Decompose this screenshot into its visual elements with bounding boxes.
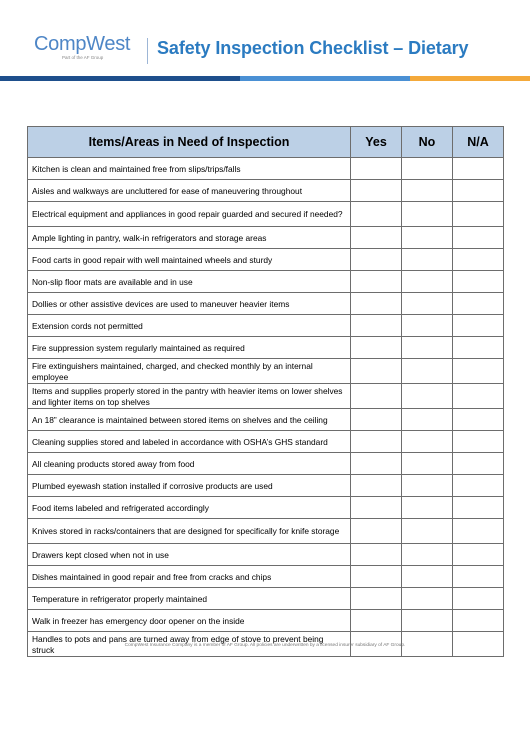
band-navy-segment [0, 76, 240, 81]
no-checkbox-cell[interactable] [402, 566, 453, 588]
na-checkbox-cell[interactable] [453, 359, 504, 384]
yes-checkbox-cell[interactable] [351, 384, 402, 409]
column-header-na: N/A [453, 127, 504, 158]
na-checkbox-cell[interactable] [453, 544, 504, 566]
table-row [28, 158, 504, 180]
na-checkbox-cell[interactable] [453, 519, 504, 544]
row-item-text: Food carts in good repair with well maintained wheels and sturdy [28, 249, 351, 271]
header-divider [147, 38, 148, 64]
no-checkbox-cell[interactable] [402, 180, 453, 202]
na-checkbox-cell[interactable] [453, 315, 504, 337]
yes-checkbox-cell[interactable] [351, 180, 402, 202]
row-item-text: Non-slip floor mats are available and in use [28, 271, 351, 293]
yes-checkbox-cell[interactable] [351, 271, 402, 293]
row-item-text: Fire suppression system regularly maintained as required [28, 337, 351, 359]
table-row [28, 497, 504, 519]
table-row [28, 475, 504, 497]
yes-checkbox-cell[interactable] [351, 359, 402, 384]
na-checkbox-cell[interactable] [453, 293, 504, 315]
row-item-text: Kitchen is clean and maintained free from slips/trips/falls [28, 158, 351, 180]
yes-checkbox-cell[interactable] [351, 566, 402, 588]
row-item-text: Drawers kept closed when not in use [28, 544, 351, 566]
row-item-text: An 18” clearance is maintained between stored items on shelves and the ceiling [28, 409, 351, 431]
no-checkbox-cell[interactable] [402, 519, 453, 544]
band-blue-segment [240, 76, 410, 81]
row-item-text: Cleaning supplies stored and labeled in accordance with OSHA’s GHS standard [28, 431, 351, 453]
yes-checkbox-cell[interactable] [351, 293, 402, 315]
yes-checkbox-cell[interactable] [351, 158, 402, 180]
na-checkbox-cell[interactable] [453, 180, 504, 202]
na-checkbox-cell[interactable] [453, 158, 504, 180]
row-item-text: All cleaning products stored away from food [28, 453, 351, 475]
table-row [28, 566, 504, 588]
no-checkbox-cell[interactable] [402, 475, 453, 497]
yes-checkbox-cell[interactable] [351, 497, 402, 519]
no-checkbox-cell[interactable] [402, 588, 453, 610]
table-row [28, 453, 504, 475]
table-row [28, 293, 504, 315]
no-checkbox-cell[interactable] [402, 315, 453, 337]
na-checkbox-cell[interactable] [453, 384, 504, 409]
row-item-text: Extension cords not permitted [28, 315, 351, 337]
column-header-no: No [402, 127, 453, 158]
no-checkbox-cell[interactable] [402, 337, 453, 359]
yes-checkbox-cell[interactable] [351, 431, 402, 453]
no-checkbox-cell[interactable] [402, 409, 453, 431]
no-checkbox-cell[interactable] [402, 202, 453, 227]
na-checkbox-cell[interactable] [453, 202, 504, 227]
table-row [28, 315, 504, 337]
table-row [28, 519, 504, 544]
no-checkbox-cell[interactable] [402, 497, 453, 519]
row-item-text: Food items labeled and refrigerated accordingly [28, 497, 351, 519]
yes-checkbox-cell[interactable] [351, 453, 402, 475]
na-checkbox-cell[interactable] [453, 497, 504, 519]
logo-name: CompWest [34, 33, 131, 55]
na-checkbox-cell[interactable] [453, 249, 504, 271]
yes-checkbox-cell[interactable] [351, 610, 402, 632]
yes-checkbox-cell[interactable] [351, 202, 402, 227]
yes-checkbox-cell[interactable] [351, 588, 402, 610]
no-checkbox-cell[interactable] [402, 384, 453, 409]
table-header-row [28, 127, 504, 158]
table-row [28, 271, 504, 293]
table-row [28, 384, 504, 409]
no-checkbox-cell[interactable] [402, 610, 453, 632]
na-checkbox-cell[interactable] [453, 453, 504, 475]
row-item-text: Temperature in refrigerator properly maintained [28, 588, 351, 610]
row-item-text: Knives stored in racks/containers that are designed for specifically for knife storage [28, 519, 351, 544]
na-checkbox-cell[interactable] [453, 227, 504, 249]
compwest-logo [34, 34, 146, 70]
na-checkbox-cell[interactable] [453, 409, 504, 431]
column-header-yes: Yes [351, 127, 402, 158]
na-checkbox-cell[interactable] [453, 337, 504, 359]
no-checkbox-cell[interactable] [402, 271, 453, 293]
table-row [28, 409, 504, 431]
no-checkbox-cell[interactable] [402, 249, 453, 271]
na-checkbox-cell[interactable] [453, 588, 504, 610]
row-item-text: Handles to pots and pans are turned away from edge of stove to prevent being struck [28, 632, 351, 657]
row-item-text: Fire extinguishers maintained, charged, and checked monthly by an internal employee [28, 359, 351, 384]
no-checkbox-cell[interactable] [402, 227, 453, 249]
row-item-text: Aisles and walkways are uncluttered for ease of maneuvering throughout [28, 180, 351, 202]
no-checkbox-cell[interactable] [402, 544, 453, 566]
na-checkbox-cell[interactable] [453, 475, 504, 497]
no-checkbox-cell[interactable] [402, 431, 453, 453]
na-checkbox-cell[interactable] [453, 566, 504, 588]
row-item-text: Items and supplies properly stored in the pantry with heavier items on lower shelves and lighter items on top shelves [28, 384, 351, 409]
page-title: Safety Inspection Checklist – Dietary [157, 38, 469, 58]
yes-checkbox-cell[interactable] [351, 249, 402, 271]
page-header [0, 0, 530, 85]
no-checkbox-cell[interactable] [402, 293, 453, 315]
band-orange-segment [410, 76, 530, 81]
row-item-text: Plumbed eyewash station installed if corrosive products are used [28, 475, 351, 497]
row-item-text: Walk in freezer has emergency door opener on the inside [28, 610, 351, 632]
table-row [28, 227, 504, 249]
table-row [28, 588, 504, 610]
table-row [28, 544, 504, 566]
column-header-item: Items/Areas in Need of Inspection [28, 127, 351, 158]
no-checkbox-cell[interactable] [402, 158, 453, 180]
yes-checkbox-cell[interactable] [351, 315, 402, 337]
no-checkbox-cell[interactable] [402, 359, 453, 384]
row-item-text: Electrical equipment and appliances in good repair guarded and secured if needed? [28, 202, 351, 227]
yes-checkbox-cell[interactable] [351, 227, 402, 249]
na-checkbox-cell[interactable] [453, 431, 504, 453]
inspection-checklist-table [27, 126, 504, 657]
footer-disclaimer: CompWest Insurance Company is a member of AF Group. All policies are underwritten by a licensed insurer subsidiary of AF Group. [124, 643, 406, 648]
table-row [28, 180, 504, 202]
table-row [28, 431, 504, 453]
color-band [0, 76, 530, 81]
yes-checkbox-cell[interactable] [351, 337, 402, 359]
table-row [28, 202, 504, 227]
na-checkbox-cell[interactable] [453, 610, 504, 632]
table-row [28, 337, 504, 359]
yes-checkbox-cell[interactable] [351, 409, 402, 431]
row-item-text: Ample lighting in pantry, walk-in refrigerators and storage areas [28, 227, 351, 249]
row-item-text: Dishes maintained in good repair and free from cracks and chips [28, 566, 351, 588]
yes-checkbox-cell[interactable] [351, 519, 402, 544]
no-checkbox-cell[interactable] [402, 453, 453, 475]
logo-tagline: Part of the AF Group [62, 55, 104, 60]
yes-checkbox-cell[interactable] [351, 544, 402, 566]
table-row [28, 610, 504, 632]
table-row [28, 249, 504, 271]
na-checkbox-cell[interactable] [453, 271, 504, 293]
row-item-text: Dollies or other assistive devices are used to maneuver heavier items [28, 293, 351, 315]
table-row [28, 359, 504, 384]
yes-checkbox-cell[interactable] [351, 475, 402, 497]
